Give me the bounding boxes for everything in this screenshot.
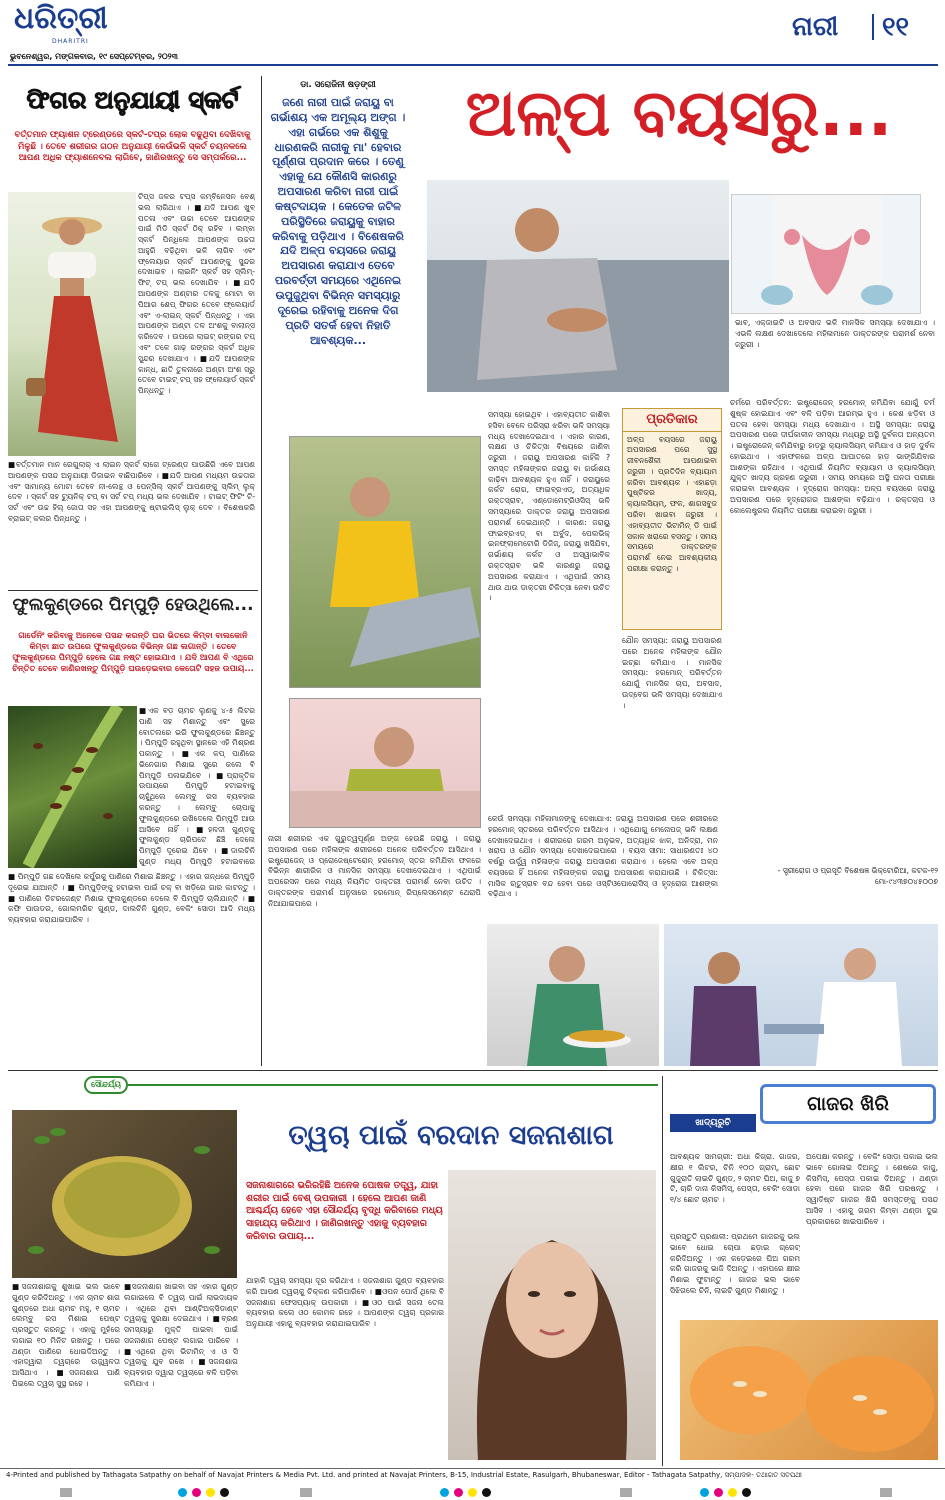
main-body-col2: ଚର୍ମରେ ପରିବର୍ତ୍ତନ: ଇଷ୍ଟ୍ରୋଜେନ୍ ହରମୋନ୍ କମିଯିବା ଯୋଗୁଁ ଚର୍ମ ଶୁଷ୍କ ହୋଇଯାଏ ଏବଂ ବଳି ପଡ଼ିବା ଆରମ୍ଭ ହୁଏ । କେଶ ଝଡ଼ିବା ଓ ପତଳା ହେବା ସମସ୍ୟା ମଧ୍ୟ ଦେଖାଯାଏ । ଅସ୍ଥି ସମସ୍ୟା: ଜରାୟୁ ଅପସାରଣ ପରେ ଦୀର୍ଘକାଳୀନ ସମସ୍ୟା ମଧ୍ୟରୁ ଅସ୍ଥି ଦୁର୍ବଳତା ଅନ୍ୟତମ । ଇଷ୍ଟ୍ରୋଜେନ୍ କମିଯିବାରୁ ହାଡ଼ରୁ କ୍ୟାଲସିୟମ୍ କମିଯାଏ ଓ ହାଡ଼ ଦୁର୍ବଳ ହୋଇଥାଏ । ଏହାଫଳରେ ଅଳ୍ପ ଆଘାତରେ ହାଡ଼ ଭାଙ୍ଗିଯିବାର ଆଶଙ୍କା ରହିଥାଏ । ଏଥିପାଇଁ ନିୟମିତ ବ୍ୟାୟାମ ଓ କ୍ୟାଲସିୟମ୍ ଯୁକ୍ତ ଖାଦ୍ୟ ଗ୍ରହଣ ଜରୁରୀ । ସମୟ ସମୟରେ ଅସ୍ଥି ଘନତା ପରୀକ୍ଷା କରାଇବା ଆବଶ୍ୟକ । ହୃଦ୍‌ରୋଗ ସମସ୍ୟା: ଅଳ୍ପ ବୟସରେ ଜରାୟୁ ଅପସାରଣ ପରେ ହୃଦ୍‌ରୋଗର ଆଶଙ୍କା ବଢ଼ିଯାଏ । ରକ୍ତଚାପ ଓ କୋଲେଷ୍ଟ୍ରଲ ନିୟମିତ ପରୀକ୍ଷା କରାଇବା ଜରୁରୀ । xyxy=(730,398,935,515)
main-body-col2-top: ଭାବ, ଏକ୍ଜାଇଟି ଓ ଅବସାଦ ଭଳି ମାନସିକ ସମସ୍ୟା ଦେଖାଯାଏ । ଏଭଳି ଲକ୍ଷଣ ଦେଖାଦେଲେ ମହିଳାମାନେ ଡାକ୍ତରଙ୍କ ପରାମର୍ଶ ନେବା ଜରୁରୀ । xyxy=(735,318,935,349)
main-body-mid: ଯୌନ ସମସ୍ୟା: ଜରାୟୁ ଅପସାରଣ ପରେ ଅନେକ ମହିଳାଙ୍କ ଯୌନ ଇଚ୍ଛା କମିଯାଏ । ମାନସିକ ସମସ୍ୟା: ହରମୋନ୍ ପରିବର୍ତ୍ତନ ଯୋଗୁଁ ମାନସିକ ଚାପ, ଅବସାଦ, ଉଦ୍‌ବେଗ ଭଳି ସମସ୍ୟା ଦେଖାଯାଏ । xyxy=(622,636,722,710)
section-name: ନାରୀ xyxy=(792,12,839,42)
masthead xyxy=(0,0,945,64)
beauty-tag-label: ସୌନ୍ଦର୍ଯ୍ୟ xyxy=(91,1080,121,1089)
skirt-model-photo xyxy=(8,192,136,456)
doctor-signature: - ସ୍ତ୍ରୀରୋଗ ଓ ପ୍ରସୂତି ବିଶେଷଜ୍ଞ ଭିକ୍ଟୋରିଆ, କଟକ-୧୨ ମୋ-୯୪୩୭୦୪୫୦୦୭ xyxy=(777,866,938,886)
page-number: ୧୧ xyxy=(882,12,910,42)
grey-bar xyxy=(300,1488,312,1497)
cyan-swatch xyxy=(700,1488,709,1497)
main-intro: ଜଣେ ନାରୀ ପାଇଁ ଜରାୟୁ ବା ଗର୍ଭାଶୟ ଏକ ଅମୂଲ୍ୟ ଅଙ୍ଗ । ଏହା ଗର୍ଭରେ ଏକ ଶିଶୁକୁ ଧାରଣକରି ନାରୀକୁ ମା' ହେବାର ପୂର୍ଣ୍ଣତା ପ୍ରଦାନ କରେ । ତେଣୁ ଏହାକୁ ଯେ କୌଣସି କାରଣରୁ ଅପସାରଣ କରିବା ନାରୀ ପାଇଁ କଷ୍ଟଦାୟକ । କେତେକ ଜଟିଳ ପରିସ୍ଥିତିରେ ଜରାୟୁକୁ ବାହାର କରିବାକୁ ପଡ଼ିଥାଏ । ବିଶେଷକରି ଯଦି ଅଳ୍ପ ବୟସରେ ଜରାୟୁ ଅପସାରଣ କରାଯାଏ ତେବେ ପରବର୍ତ୍ତୀ ସମୟରେ ଏଥିନେଇ ଉପୁଜୁଥିବା ବିଭିନ୍ନ ସମସ୍ୟାରୁ ଦୂରେଇ ରହିବାକୁ ଅନେକ ଦିଗ ପ୍ରତି ସତର୍କ ହେବା ନିହାତି ଆବଶ୍ୟକ... xyxy=(270,96,406,347)
main-body-col1: ସମସ୍ୟା ହୋଇଥିବ । ଏହାବ୍ୟତୀତ କାଶିବା ହସିବା ବେଳେ ପରିସ୍ରା ଝରିବା ଭଳି ସମସ୍ୟା ମଧ୍ୟ ଦେଖାଦେଇଥାଏ । ଏହାର କାରଣ, ଲକ୍ଷଣ ଓ ଚିକିତ୍ସା ବିଷୟରେ ଜାଣିବା ଜରୁରୀ । ଜରାୟୁ ଅପସାରଣ କାହିଁକି ? ସମସ୍ତ ମହିଳାଙ୍କର ଜରାୟୁ ବା ଗର୍ଭାଶୟ କାଢ଼ିବା ଆବଶ୍ୟକ ହୁଏ ନାହିଁ । ଜରାୟୁରେ କର୍କଟ ରୋଗ, ଫାଇବ୍ରଏଡ୍, ଅତ୍ୟଧିକ ରକ୍ତସ୍ରାବ, ଏଣ୍ଡୋମେଟ୍ରିଓସିସ୍ ଭଳି ସମସ୍ୟାରେ ଡାକ୍ତର ଜରାୟୁ ଅପସାରଣ ପରାମର୍ଶ ଦେଇଥାନ୍ତି । କାରଣ: ଜରାୟୁ ଫାଇବ୍ରଏଡ୍ ବା ଅର୍ବୁଦ, ପେଲଭିକ୍ ଇନଫ୍ଲାମେଟୋରି ଡିଜିଜ୍, ଜରାୟୁ ଖସିଯିବା, ଗର୍ଭାଶୟ କର୍କଟ ଓ ଅସ୍ୱାଭାବିକ ରକ୍ତସ୍ରାବ ଭଳି କାରଣରୁ ଜରାୟୁ ଅପସାରଣ କରାଯାଏ । ଏଥିପାଇଁ ସମୟ ଥାଉ ଥାଉ ଡାକ୍ତରୀ ଚିକିତ୍ସା ନେବା ଉଚିତ । xyxy=(488,410,610,603)
print-register-marks xyxy=(0,1488,945,1500)
uterus-model-photo xyxy=(731,194,921,314)
carrot-kheer-photo xyxy=(680,1320,938,1460)
bottom-section-rule xyxy=(8,1070,938,1071)
beauty-col1: ■ସଜନାଶାଗକୁ ଶୁଖାଇ ଭଲ ଭାବେ ଗୁଣ୍ଡ କରିଦିଅନ୍ତୁ । ଏକ ଚାମଚ ଶାଗ ଗୁଣ୍ଡରେ ଅଧା ଚାମଚ ମହୁ, ୧ ଚାମଚ ଲେମ୍ବୁ ରସ ମିଶାଇ ପେଷ୍ଟ ପ୍ରସ୍ତୁତ କରନ୍ତୁ । ଏହାକୁ ମୁହଁରେ ଲଗାଇ ୧୦ ମିନିଟ ରଖନ୍ତୁ । ପରେ ଥଣ୍ଡା ପାଣିରେ ଧୋଇଦିଅନ୍ତୁ । ଏହାଦ୍ୱାରା ତ୍ୱଚାରେ ଉଜ୍ଜ୍ୱଳତା ଆସିଥାଏ । ■ସଜନାଶାଗ ପାଣି ପିଇଲେ ତ୍ୱଚା ସୁସ୍ଥ ରହେ । xyxy=(12,1282,120,1389)
yellow-swatch xyxy=(468,1488,477,1497)
logo xyxy=(14,1,134,48)
magenta-swatch xyxy=(454,1488,463,1497)
woman-sad-photo xyxy=(289,698,481,828)
remedy-title: ପ୍ରତିକାର xyxy=(623,409,721,432)
left-column-rule xyxy=(261,76,262,1066)
yellow-swatch xyxy=(206,1488,215,1497)
black-swatch xyxy=(742,1488,751,1497)
grey-bar xyxy=(60,1488,72,1497)
main-body-col1-b: କେଉଁ ସମସ୍ୟା ମହିଳାମାନଙ୍କୁ ଦେଖାଯାଏ: ଜରାୟୁ ଅପସାରଣ ପରେ ଶରୀରରେ ହରମୋନ୍ ସ୍ତରରେ ପରିବର୍ତ୍ତନ ଆସିଥାଏ । ଏଥିଯୋଗୁ ମେନୋପଜ୍ ଭଳି ଲକ୍ଷଣ ଦେଖାଦେଇଥାଏ । ଶରୀରରେ ଗରମ ଅନୁଭବ, ଅତ୍ୟଧିକ ଝାଳ, ଅନିଦ୍ରା, ମନ ଖରାପ ଓ ଯୌନ ସମସ୍ୟା ଦେଖାଦେଇପାରେ । ବୟସ ସୀମା: ସାଧାରଣତଃ ୪୦ ବର୍ଷରୁ ଊର୍ଦ୍ଧ୍ୱ ମହିଳାଙ୍କ ଜରାୟୁ ଅପସାରଣ କରାଯାଏ । ହେଲେ ଏବେ ଅଳ୍ପ ବୟସରେ ହିଁ ଅନେକ ମହିଳାଙ୍କର ଜରାୟୁ ଅପସାରଣ କରାଯାଉଛି । ଚିକିତ୍ସା: ମାସିକ ଋତୁସ୍ରାବ ବନ୍ଦ ହେବା ପରେ ଓସ୍ଟିଓପୋରୋସିସ୍ ଓ ହୃଦ୍‌ରୋଗ ଆଶଙ୍କା ବଢ଼ିଥାଏ । xyxy=(488,814,718,899)
food-ingredients: ଆବଶ୍ୟକ ସାମଗ୍ରୀ: ଅଧା କିଗ୍ରା. ଗାଜର, କ୍ଷୀର ୧ ଲିଟର, ଚିନି ୧୦୦ ଗ୍ରାମ୍, ଛୋଟ ଗୁଜୁରାତି ଲାଇଚି ଗୁଣ୍ଡ, ୨ ଚାମଚ ଘିଅ, କାଜୁ ୭ ଟି, ଚାରି ଦାନା କିସମିସ୍, ପେସ୍ତା, ବେକିଂ ସୋଡା ୧/୪ ଛୋଟ ଚାମଚ । xyxy=(670,1152,800,1205)
skirt-body-right: ଟିପ୍ସ ଜଳର ଟପ୍‌ସ କମ୍ବିନେସନ ବେଶ୍ ଭଲ ଲାଗିଥାଏ । ■ଯଦି ଆପଣ ଖୁବ୍ ପତଳା ଏବଂ ଉଚ୍ଚା ତେବେ ଆପଣଙ୍କ ପାଇଁ ମିଡି ସ୍କର୍ଟ ଠିକ୍ ରହିବ । ଲମ୍ବା ସ୍କର୍ଟ ପିନ୍ଧିଲେ ଆପଣଙ୍କ ଉଚ୍ଚତା ଆହୁରି ବଢ଼ିଥିବା ଭଳି ଲାଗିବ ଏବଂ ଫ୍ଲେୟାର ସ୍କର୍ଟ ଆପଣଙ୍କୁ ସୁନ୍ଦର ଦେଖାଇବ । ଲାଇନିଂ ସ୍କର୍ଟ ସହ ସ୍ଲିମ୍-ଫିଟ୍ ଟପ୍ ଭଲ ଦେଖାଯିବ । ■ଯଦି ଆପଣଙ୍କ ଅଣ୍ଟାର ତଳକୁ ମୋଟା ବା ପିଆର ଶେପ୍ ଫିଗର ତେବେ ଫ୍ଲେୟାର୍ଡ ଏବଂ ଏ-ଲାଇନ୍ ସ୍କର୍ଟ ପିନ୍ଧନ୍ତୁ । ଏହା ଆପଣଙ୍କ ଅଣ୍ଟା ତଳ ଅଂଶକୁ ବାଲାନ୍ସ କରିଦେବ । ଉପରେ ଲାଇଟ୍ ରଙ୍ଗର ଟପ୍ ଏବଂ ତଳେ ଗାଢ଼ ରଙ୍ଗର ସ୍କର୍ଟ ଅଧିକ ସୁନ୍ଦର ଦେଖାଯାଏ । ■ଯଦି ଆପଣଙ୍କ କାନ୍ଧ, ଛାତି ତୁଳନାରେ ଅଣ୍ଟା ଅଂଶ ସରୁ ତେବେ ଟାଇଟ୍ ଟପ୍ ସହ ଫ୍ଲେୟାର୍ଡ ସ୍କର୍ଟ ପିନ୍ଧନ୍ତୁ । xyxy=(138,192,255,396)
cyan-swatch xyxy=(440,1488,449,1497)
page-number-divider xyxy=(872,14,874,40)
doctor-visit-photo xyxy=(664,924,938,1066)
grey-bar xyxy=(620,1488,632,1497)
dateline: ଭୁବନେଶ୍ୱର, ମଙ୍ଗଳବାର, ୧୯ ସେପ୍ଟେମ୍ବର, ୨୦୨୩ xyxy=(10,52,178,61)
beauty-col3: ଯାହାକି ତ୍ୱଚା ସମସ୍ୟା ଦୂର କରିଥାଏ । ସଜନାଶାଗ ଗୁଣ୍ଡ ବ୍ୟବହାର କରି ଆପଣ ତ୍ୱଚାକୁ ଚିକ୍କଣ କରିପାରିବେ । ■ଓପନ ପୋର୍ସ ଥିଲେ ବି ସଜନାଶାଗ ଫେସପ୍ୟାକ୍ ଉପକାରୀ । ■ଓଠ ପାଇଁ ସଜନା ତେଲ ବ୍ୟବହାର କଲେ ଓଠ କୋମଳ ରହେ । ଆପଣଙ୍କ ତ୍ୱଚା ପ୍ରକାର ଅନୁଯାୟୀ ଏହାକୁ ବ୍ୟବହାର କରାଯାଇପାରିବ । xyxy=(246,1276,444,1329)
footer-imprint: 4-Printed and published by Tathagata Satpathy on behalf of Navajat Printers & Media Pvt. Ltd. and printed at Navajat Printers, B-15, Industrial Estate, Rasulgarh, Bhubaneswar, Editor - Tathagata Satpathy, ସମ୍ପାଦକ- ତଥାଗତ ସତପଥୀ xyxy=(6,1471,802,1479)
footer-rule xyxy=(0,1468,945,1469)
masthead-rule xyxy=(8,64,938,66)
ants-title: ଫୁଲକୁଣ୍ଡରେ ପିମ୍ପୁଡ଼ି ହେଉଥିଲେ... xyxy=(12,595,254,615)
food-col2: ଅପେକ୍ଷା କରନ୍ତୁ । ବେକିଂ ସୋଡ଼ା ପକାଇ ଭଲ ଭାବେ ଗୋଳାଇ ଦିଅନ୍ତୁ । ଶେଷରେ କାଜୁ, କିସମିସ୍, ପେସ୍ତା ପକାଇ ଦିଅନ୍ତୁ । ଥଣ୍ଡା ହେବା ପରେ ଗାଜର ଖିରି ପରଷନ୍ତୁ । ସ୍ୱାଦିଷ୍ଟ ଗାଜର ଖିରି ସମସ୍ତଙ୍କୁ ପସନ୍ଦ ଆସିବ । ଏହାକୁ ଗରମ କିମ୍ବା ଥଣ୍ଡା ଦୁଇ ପ୍ରକାରରେ ଖାଇପାରିବେ । xyxy=(806,1152,938,1226)
woman-knee-photo xyxy=(289,436,481,688)
food-column-rule xyxy=(662,1076,663,1466)
beauty-col2: ■ସଜନାଶାଗ ଖାଇବା ସହ ଏହାର ଗୁଣ୍ଡ ଲଗାଇଲେ ବି ତ୍ୱଚା ପାଇଁ ଲାଭଦାୟକ । ଏଥିରେ ଥିବା ଆଣ୍ଟିଅକ୍ସିଡାଣ୍ଟ ତ୍ୱଚାକୁ ସୁରକ୍ଷା ଦେଇଥାଏ । ■ବ୍ରଣ ସମସ୍ୟାରୁ ମୁକ୍ତି ପାଇବା ପାଇଁ ସଜନାଶାଗ ପେଷ୍ଟ ଲଗାଇ ପାରିବେ । ■ଏଥିରେ ଥିବା ଭିଟାମିନ୍ ଏ ଓ ସି ତ୍ୱଚାକୁ ଯୁବ ରଖେ । ■ସଜନାଶାଗ ବ୍ୟବହାର ଦ୍ୱାରା ତ୍ୱଚାରେ ବଳି ପଡ଼ିବା କମିଯାଏ । xyxy=(124,1282,238,1389)
logo-subtitle: DHARITRI xyxy=(52,38,89,45)
skirt-divider xyxy=(8,590,258,591)
ants-body-bottom: ■ ପିମ୍ପୁଡ଼ି ଗଛ ଦେଖିଲେ କର୍ପୁରକୁ ପାଣିରେ ମିଶାଇ ଛିଞ୍ଚନ୍ତୁ । ଏହାର ଗନ୍ଧରେ ପିମ୍ପୁଡ଼ି ଦୂରେଇ ଯାଆନ୍ତି । ■ ପିମ୍ପୁଡ଼ିଙ୍କୁ ହଟାଇବା ପାଇଁ ଚକ୍ ବା ଖଡ଼ିରେ ଗାର କାଟନ୍ତୁ । ■ ପାଣିରେ ଡିଟରଜେଣ୍ଟ ମିଶାଇ ଫୁଲକୁଣ୍ଡରେ ଦେଲେ ବି ପିମ୍ପୁଡ଼ି ଚାଲିଯାନ୍ତି । ■ କଫି ପାଉଡର, ଗୋଲମରିଚ ଗୁଣ୍ଡ, ଦାଲଚିନି ଗୁଣ୍ଡ, ବେକିଂ ସୋଡା ଆଦି ମଧ୍ୟ ବ୍ୟବହାର କରାଯାଇପାରିବ । xyxy=(8,872,255,925)
main-body-lower: ନାରୀ ଶରୀରର ଏକ ଗୁରୁତ୍ୱପୂର୍ଣ୍ଣ ଅଙ୍ଗ ହେଉଛି ଜରାୟୁ । ଜରାୟୁ ଅପସାରଣ ପରେ ମହିଳାଙ୍କ ଶରୀରରେ ଅନେକ ପରିବର୍ତ୍ତନ ଆସିଥାଏ । ଇଷ୍ଟ୍ରୋଜେନ୍ ଓ ପ୍ରୋଜେଷ୍ଟେରୋନ୍ ହରମୋନ୍ ସ୍ତର କମିଯିବା ଫଳରେ ବିଭିନ୍ନ ଶାରୀରିକ ଓ ମାନସିକ ସମସ୍ୟା ଦେଖାଦେଇଥାଏ । ଏଥିପାଇଁ ଅପରେସନ ପରେ ମଧ୍ୟ ନିୟମିତ ଡାକ୍ତରୀ ପରାମର୍ଶ ନେବା ଉଚିତ । ଡାକ୍ତରଙ୍କ ପରାମର୍ଶ ଅନୁସାରେ ହରମୋନ୍ ରିପ୍ଲେସମେଣ୍ଟ ଥେରାପି ନିଆଯାଇପାରେ । xyxy=(268,834,481,908)
main-title: ଅଳ୍ପ ବୟସରୁ... xyxy=(465,77,893,151)
food-method: ପ୍ରସ୍ତୁତି ପ୍ରଣାଳୀ: ପ୍ରଥମେ ଗାଜରକୁ ଭଲ ଭାବେ ଧୋଇ ଚୋପା ଛଡ଼ାଇ ଗ୍ରେଟ୍ କରିଦିଅନ୍ତୁ । ଏକ କଡ଼େଇରେ ଘିଅ ଗରମ କରି ଗାଜରକୁ ଭାଜି ଦିଅନ୍ତୁ । ଏହାପରେ କ୍ଷୀର ମିଶାଇ ଫୁଟାନ୍ତୁ । ଗାଜର ଭଲ ଭାବେ ସିଝିଗଲେ ଚିନି, ଲାଇଚି ଗୁଣ୍ଡ ମିଶାନ୍ତୁ । xyxy=(670,1232,800,1295)
logo-wordmark: ଧରିତ୍ରୀ xyxy=(14,1,108,36)
skirt-intro: ବର୍ତ୍ତମାନ ଫ୍ୟାଶନ ଟ୍ରେଣ୍ଡରେ ସ୍କର୍ଟ-ଟପ୍‌ର ଲୋକ ବଢୁଥିବା ଦେଖିବାକୁ ମିଳୁଛି । ତେବେ ଶରୀରର ଗଠନ ଅନୁଯାୟୀ କେଉଁଭଳି ସ୍କର୍ଟ ଚୟନକଲେ ଆପଣ ଅଧିକ ଫ୍ୟାଶନେବଲ ଲାଗିବେ, ଜାଣିରଖନ୍ତୁ ସେ ସମ୍ପର୍କରେ... xyxy=(14,130,251,164)
beauty-title: ତ୍ୱଚା ପାଇଁ ବରଦାନ ସଜନାଶାଗ xyxy=(288,1120,614,1151)
moringa-photo xyxy=(12,1110,237,1278)
beauty-tag xyxy=(84,1076,128,1094)
food-title: ଗାଜର ଖିରି xyxy=(807,1093,889,1115)
woman-pain-photo xyxy=(427,180,729,392)
woman-cooking-photo xyxy=(487,924,659,1066)
ants-intro: ଗାର୍ଡେନିଂ କରିବାକୁ ଅନେକେ ପସନ୍ଦ କରନ୍ତି ଘର ଭିତରେ କିମ୍ବା ବାଲକୋନି କିମ୍ବା ଛାତ ଉପରେ ଫୁଲକୁଣ୍ଡରେ ବିଭିନ୍ନ ଗଛ ଲଗାନ୍ତି । ତେବେ ଫୁଲକୁଣ୍ଡରେ ପିମ୍ପୁଡ଼ି ହେଲେ ଗଛ ନଷ୍ଟ ହୋଇଯାଏ । ଯଦି ଆପଣ ବି ଏଥିରେ ଚିନ୍ତିତ ତେବେ ଜାଣିରଖନ୍ତୁ ପିମ୍ପୁଡ଼ି ଘଉଡ଼େଇବାର କେତୋଟି ସହଜ ଉପାୟ... xyxy=(12,630,254,674)
ants-body-right: ■ଏକ ବଡ଼ ଚାମଚ ଲୁଣକୁ ୪-୫ ଲିଟର ପାଣି ସହ ମିଶାନ୍ତୁ ଏବଂ ସ୍ପ୍ରେ ବୋତଲରେ ଭରି ଫୁଲକୁଣ୍ଡରେ ଛିଞ୍ଚନ୍ତୁ । ପିମ୍ପୁଡ଼ି ରହୁଥିବା ସ୍ଥାନରେ ଏହି ମିଶ୍ରଣ ପକାନ୍ତୁ । ■ଏକ କପ୍ ପାଣିରେ ଭିନେଗାର ମିଶାଇ ସ୍ପ୍ରେ କଲେ ବି ପିମ୍ପୁଡ଼ି ପଳାଇଯିବେ । ■ପ୍ରାକୃତିକ ଉପାୟରେ ପିମ୍ପୁଡ଼ି ହଟାଇବାକୁ ଚାହୁଁଥିଲେ ଲେମ୍ବୁ ରସ ବ୍ୟବହାର କରନ୍ତୁ । ଲେମ୍ବୁ ଚୋପାକୁ ଫୁଲକୁଣ୍ଡରେ ରଖିଦେଲେ ପିମ୍ପୁଡ଼ି ଆଉ ଆସିବେ ନାହିଁ । ■ହଳଦୀ ଗୁଣ୍ଡକୁ ଫୁଲକୁଣ୍ଡ ଚାରିପଟେ ଛିଞ୍ଚି ଦେଲେ ପିମ୍ପୁଡ଼ି ଦୂରେଇ ଯିବେ । ■ଦାଲଚିନି ଗୁଣ୍ଡ ମଧ୍ୟ ପିମ୍ପୁଡ଼ି ହଟାଇବାରେ xyxy=(139,706,255,866)
skirt-title: ଫିଗର ଅନୁଯାୟୀ ସ୍କର୍ଟ xyxy=(26,86,239,114)
skirt-body-bottom: ■ବର୍ତ୍ତମାନ ମାନ ରେଗୁଲାର୍ ଏ ଲାଇନ ସ୍କର୍ଟ ଲାଗେ ଟ୍ରେଣ୍ଡ ପାଉଛିରି ଏବେ ଆପଣ ଆପଣଙ୍କ ପସନ୍ଦ ଅନୁଯାୟୀ ଡିଜାଇନ ବାଛିପାରିବେ । ■ଯଦି ଆପଣ ମଧ୍ୟମ ଉଚ୍ଚତାର ଏବଂ ସାମାନ୍ୟ ମୋଟା ତେବେ ନୀ-ଲେନ୍ଥ ଓ ପେନ୍ସିଲ୍ ସ୍କର୍ଟ ଆପଣଙ୍କୁ ସ୍ଲିମ୍ ଲୁକ୍ ଦେବ । ସ୍କର୍ଟ ସହ ଟ୍ୟୁନିକ୍ ଟପ୍ ବା ସର୍ଟ ଟପ୍ ମଧ୍ୟ ଭଲ ଦେଖାଯିବ । ଟାଇଟ୍ ଫିଟିଂ ଟି-ସର୍ଟ ଏବଂ ଉଚ୍ଚ ହିଲ୍ ଜୋତା ସହ ଏହା ଆପଣଙ୍କୁ ଷ୍ଟାଇଲିସ୍ ଲୁକ୍ ଦେବ । ବିଶେଷକରି ବ୍ରାଇଟ୍ କଲର ପିନ୍ଧନ୍ତୁ । xyxy=(8,460,255,523)
remedy-body: ଅଳ୍ପ ବୟସରେ ଜରାୟୁ ଅପସାରଣ ପରେ ସୁସ୍ଥ ଜୀବନଶୈଳୀ ଆପଣାଇବା ଜରୁରୀ । ପ୍ରତିଦିନ ବ୍ୟାୟାମ କରିବା ଆବଶ୍ୟକ । ଏହାଛଡ଼ା ପୁଷ୍ଟିକର ଖାଦ୍ୟ, କ୍ୟାଲସିୟମ୍, ଫଳ, ଶାଗସବୁଜ ପରିବା ଖାଇବା ଜରୁରୀ । ଏହାବ୍ୟତୀତ ଭିଟାମିନ୍ ଡି ପାଇଁ ସକାଳ ଖରାରେ ବସନ୍ତୁ । ସମୟ ସମୟରେ ଡାକ୍ତରଙ୍କ ପରାମର୍ଶ ନେଇ ଆବଶ୍ୟକୀୟ ପରୀକ୍ଷା କରାନ୍ତୁ । xyxy=(627,434,717,573)
beauty-tag-rule xyxy=(128,1084,658,1086)
grey-bar xyxy=(880,1488,892,1497)
black-swatch xyxy=(220,1488,229,1497)
main-byline: ଡା. ସରୋଜିନୀ ଷଡ଼ଙ୍ଗୀ xyxy=(300,80,376,90)
food-title-box xyxy=(760,1084,936,1124)
black-swatch xyxy=(482,1488,491,1497)
ants-photo xyxy=(8,706,137,868)
magenta-swatch xyxy=(714,1488,723,1497)
yellow-swatch xyxy=(728,1488,737,1497)
magenta-swatch xyxy=(192,1488,201,1497)
beauty-model-photo xyxy=(448,1170,656,1460)
remedy-box xyxy=(622,408,722,630)
beauty-intro: ସଜନାଶାଗରେ ଭରିରହିଛି ଅନେକ ପୋଷକ ତତ୍ତ୍ୱ, ଯାହା ଶରୀର ପାଇଁ ବେଶ୍ ଉପକାରୀ । ହେଲେ ଆପଣ ଜାଣି ଆଶ୍ଚର୍ଯ୍ୟ ହେବେ ଏହା ସୌନ୍ଦର୍ଯ୍ୟ ବୃଦ୍ଧି କରିବାରେ ମଧ୍ୟ ସାହାଯ୍ୟ କରିଥାଏ । ଜାଣିରଖନ୍ତୁ ଏହାକୁ ବ୍ୟବହାର କରିବାର ଉପାୟ... xyxy=(246,1180,443,1242)
cyan-swatch xyxy=(178,1488,187,1497)
food-tag: ଖାଦ୍ୟରୁଚି xyxy=(670,1114,756,1132)
